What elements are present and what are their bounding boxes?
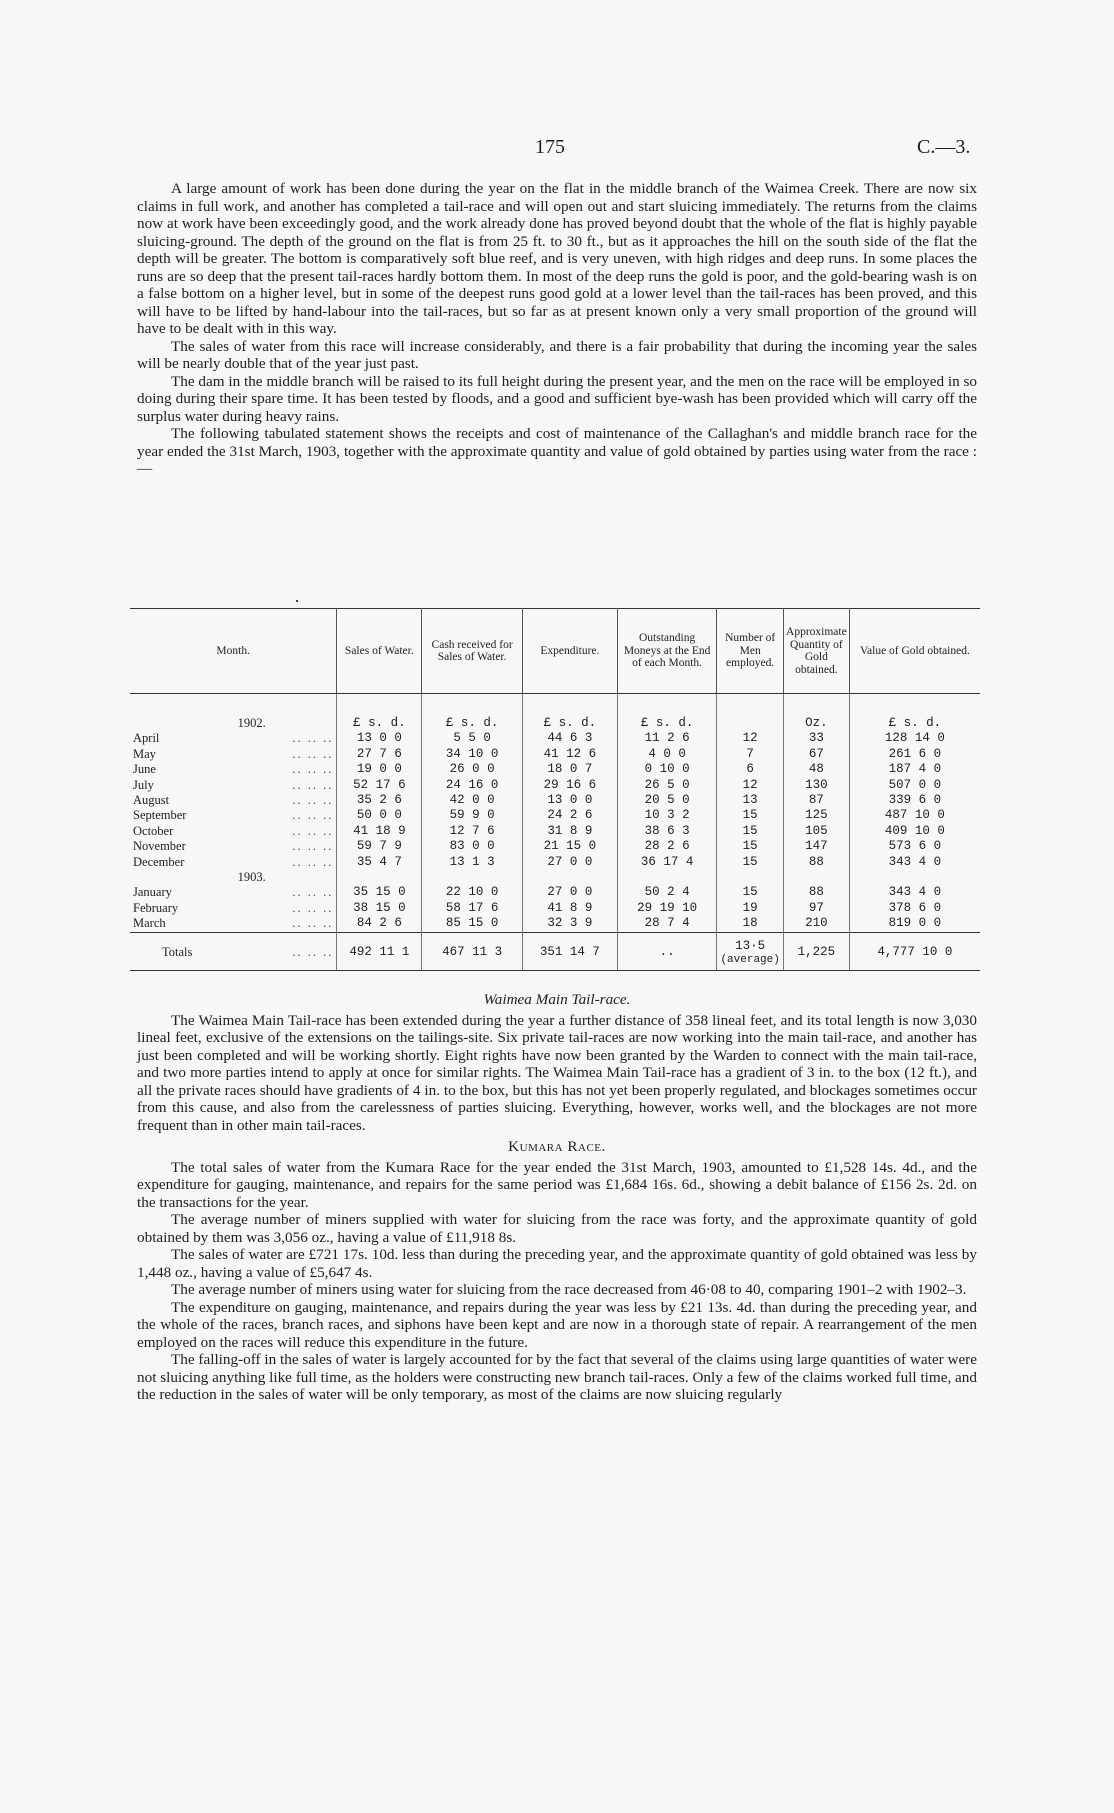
- leader-dots: .. .. ..: [292, 944, 334, 959]
- leader-dots: .. .. ..: [292, 808, 334, 823]
- table-row: [130, 885, 980, 900]
- table-row: [130, 762, 980, 777]
- cell-expenditure: 44 6 3: [522, 731, 617, 746]
- cell-outstanding: 10 3 2: [617, 808, 717, 823]
- cell-men: 15: [717, 808, 783, 823]
- cell-cash: 22 10 0: [422, 885, 523, 900]
- cell-gold-qty: 125: [783, 808, 849, 823]
- leader-dots: .. .. ..: [292, 777, 334, 792]
- table-row: [130, 839, 980, 854]
- cell-sales: 35 2 6: [337, 793, 422, 808]
- unit: £ s. d.: [422, 694, 523, 732]
- paragraph: The Waimea Main Tail-race has been extended during the year a further distance of 358 lineal feet, and its total length is now 3,030 lineal feet, exclusive of the extensions on the tailings-site. Six private tail-races are now working into the main tail-race, and another has just been completed and will be working shortly. Eight rights have now been granted by the Warden to connect with the main tail-race, and two more parties intend to apply at once for similar rights. The Waimea Main Tail-race has a gradient of 3 in. to the box (12 ft.), and all the private races should have gradients of 4 in. to the box, but this has not yet been properly regulated, and blockages sometimes occur from this cause, and also from the carelessness of parties sluicing. Everything, however, works well, and the blockages are not more frequent than in other main tail-races.: [137, 1011, 977, 1134]
- unit: £ s. d.: [522, 694, 617, 732]
- cell-cash: 26 0 0: [422, 762, 523, 777]
- cell-gold-qty: 67: [783, 747, 849, 762]
- cell-outstanding: 38 6 3: [617, 824, 717, 839]
- cell-gold-qty: 210: [783, 916, 849, 932]
- unit: £ s. d.: [888, 716, 942, 730]
- table-row: [130, 778, 980, 793]
- cell-expenditure: 41 12 6: [522, 747, 617, 762]
- cell-sales: 59 7 9: [337, 839, 422, 854]
- total-gold-qty: 1,225: [783, 932, 849, 970]
- cell-sales: 41 18 9: [337, 824, 422, 839]
- cell-sales: 50 0 0: [337, 808, 422, 823]
- header-cash: Cash received for Sales of Water.: [422, 609, 523, 694]
- cell-gold-value: 487 10 0: [884, 808, 945, 823]
- paragraph: The falling-off in the sales of water is largely accounted for by the fact that several of the claims using large quantities of water were not sluicing anything like full time, as the holders were constructing new branch tail-races. Only a few of the claims worked full time, and the reduction in the sales of water will be only temporary, as most of the claims are now sluicing regularly: [137, 1351, 977, 1403]
- year-row: [130, 870, 980, 885]
- cell-outstanding: 36 17 4: [617, 855, 717, 870]
- cell-gold-qty: 147: [783, 839, 849, 854]
- water-sales-table: [130, 608, 980, 971]
- table-row: [130, 808, 980, 823]
- cell-cash: 13 1 3: [422, 855, 523, 870]
- table-row: [130, 793, 980, 808]
- totals-label: Totals: [162, 944, 193, 959]
- cell-sales: 38 15 0: [337, 901, 422, 916]
- cell-sales: 19 0 0: [337, 762, 422, 777]
- cell-men: 13: [717, 793, 783, 808]
- cell-gold-qty: 33: [783, 731, 849, 746]
- month-label: February: [133, 900, 179, 915]
- paragraph: The expenditure on gauging, maintenance, and repairs during the year was less by £21 13s. 4d. than during the preceding year, and the whole of the races, branch races, and siphons have been kept and are now in a thorough state of repair. A rearrangement of the men employed on the races will reduce this expenditure in the future.: [137, 1298, 977, 1351]
- table-header-row: [130, 609, 980, 694]
- table-row: [130, 855, 980, 870]
- cell-cash: 85 15 0: [422, 916, 523, 932]
- cell-men: 6: [717, 762, 783, 777]
- paragraph: The total sales of water from the Kumara Race for the year ended the 31st March, 1903, amounted to £1,528 14s. 4d., and the expenditure for gauging, maintenance, and repairs for the same period was £1,684 16s. 6d., showing a debit balance of £156 2s. 2d. on the transactions for the year.: [137, 1158, 977, 1211]
- unit: £ s. d.: [337, 694, 422, 732]
- month-label: December: [133, 854, 185, 869]
- paragraph: A large amount of work has been done during the year on the flat in the middle branch of the Waimea Creek. There are now six claims in full work, and another has completed a tail-race and will open out and start sluicing immediately. The returns from the claims now at work have been exceedingly good, and the work already done has proved beyond doubt that the whole of the flat is highly payable sluicing-ground. The depth of the ground on the flat is from 25 ft. to 30 ft., but as it approaches the hill on the south side of the flat the depth will be greater. The bottom is comparatively soft blue reef, and is very uneven, with high ridges and deep runs. In some places the runs are so deep that the present tail-races hardly bottom them. In most of the deep runs the gold is poor, and the gold-bearing wash is on a false bottom on a higher level, but in some of the deepest runs good gold at a lower level than the tail-races has been proved, and this will have to be lifted by hand-labour into the tail-races, but so far as at present known only a very small proportion of the ground will have to be dealt with in this way.: [137, 180, 977, 337]
- intro-text: [137, 180, 977, 478]
- cell-cash: 12 7 6: [422, 824, 523, 839]
- month-label: July: [133, 777, 154, 792]
- paragraph: The sales of water are £721 17s. 10d. less than during the preceding year, and the approximate quantity of gold obtained was less by 1,448 oz., having a value of £5,647 4s.: [137, 1246, 977, 1281]
- year-label: 1903.: [130, 870, 337, 885]
- cell-gold-qty: 88: [783, 885, 849, 900]
- leader-dots: .. .. ..: [292, 916, 334, 931]
- section-heading-kumara: Kumara Race.: [508, 1138, 606, 1155]
- cell-outstanding: 26 5 0: [617, 778, 717, 793]
- total-men-note: (average): [720, 954, 780, 967]
- cell-gold-value: 378 6 0: [888, 900, 942, 915]
- cell-men: 19: [717, 901, 783, 916]
- cell-cash: 5 5 0: [422, 731, 523, 746]
- cell-cash: 83 0 0: [422, 839, 523, 854]
- month-label: March: [133, 916, 166, 931]
- table-row: [130, 824, 980, 839]
- cell-gold-qty: 87: [783, 793, 849, 808]
- cell-men: 15: [717, 824, 783, 839]
- total-men-value: 13·5: [735, 938, 766, 953]
- page-number: 175: [535, 136, 565, 158]
- month-label: September: [133, 808, 187, 823]
- cell-expenditure: 27 0 0: [522, 885, 617, 900]
- cell-sales: 27 7 6: [337, 747, 422, 762]
- cell-gold-qty: 97: [783, 901, 849, 916]
- header-outstanding: Outstanding Moneys at the End of each Month.: [617, 609, 717, 694]
- unit: Oz.: [783, 694, 849, 732]
- cell-outstanding: 29 19 10: [617, 901, 717, 916]
- cell-outstanding: 20 5 0: [617, 793, 717, 808]
- cell-gold-value: 819 0 0: [888, 916, 942, 931]
- cell-expenditure: 31 8 9: [522, 824, 617, 839]
- month-label: October: [133, 823, 174, 838]
- cell-gold-value: 261 6 0: [888, 746, 942, 761]
- cell-outstanding: 11 2 6: [617, 731, 717, 746]
- total-gold-value: 4,777 10 0: [849, 932, 980, 970]
- total-outstanding: ..: [617, 932, 717, 970]
- leader-dots: .. .. ..: [292, 900, 334, 915]
- cell-expenditure: 32 3 9: [522, 916, 617, 932]
- cell-men: 15: [717, 839, 783, 854]
- print-mark: [296, 600, 298, 602]
- cell-men: 15: [717, 885, 783, 900]
- paragraph: The following tabulated statement shows the receipts and cost of maintenance of the Callaghan's and middle branch race for the year ended the 31st March, 1903, together with the approximate quantity and value of gold obtained by parties using water from the race :—: [137, 425, 977, 477]
- cell-gold-value: 187 4 0: [888, 762, 942, 777]
- month-label: January: [133, 885, 172, 900]
- month-label: April: [133, 731, 160, 746]
- leader-dots: .. .. ..: [292, 823, 334, 838]
- cell-cash: 34 10 0: [422, 747, 523, 762]
- total-cash: 467 11 3: [422, 932, 523, 970]
- cell-expenditure: 41 8 9: [522, 901, 617, 916]
- cell-men: 12: [717, 731, 783, 746]
- section-heading-tailrace: Waimea Main Tail-race.: [483, 991, 631, 1008]
- month-label: November: [133, 839, 186, 854]
- cell-men: 7: [717, 747, 783, 762]
- leader-dots: .. .. ..: [292, 746, 334, 761]
- totals-row: [130, 932, 980, 970]
- leader-dots: .. .. ..: [292, 839, 334, 854]
- cell-expenditure: 18 0 7: [522, 762, 617, 777]
- cell-gold-qty: 105: [783, 824, 849, 839]
- leader-dots: .. .. ..: [292, 885, 334, 900]
- table-row: [130, 916, 980, 932]
- header-gold-qty: Approximate Quantity of Gold obtained.: [783, 609, 849, 694]
- lower-text: [137, 987, 977, 1404]
- leader-dots: .. .. ..: [292, 793, 334, 808]
- month-label: June: [133, 762, 156, 777]
- cell-sales: 84 2 6: [337, 916, 422, 932]
- cell-outstanding: 50 2 4: [617, 885, 717, 900]
- cell-outstanding: 28 2 6: [617, 839, 717, 854]
- cell-men: 12: [717, 778, 783, 793]
- table-row: [130, 747, 980, 762]
- cell-expenditure: 13 0 0: [522, 793, 617, 808]
- cell-gold-value: 128 14 0: [884, 731, 945, 746]
- cell-outstanding: 0 10 0: [617, 762, 717, 777]
- cell-outstanding: 4 0 0: [617, 747, 717, 762]
- total-expenditure: 351 14 7: [522, 932, 617, 970]
- units-row: [130, 694, 980, 732]
- leader-dots: .. .. ..: [292, 762, 334, 777]
- cell-gold-value: 339 6 0: [888, 793, 942, 808]
- header-gold-value: Value of Gold obtained.: [849, 609, 980, 694]
- cell-cash: 58 17 6: [422, 901, 523, 916]
- cell-gold-qty: 88: [783, 855, 849, 870]
- cell-gold-qty: 130: [783, 778, 849, 793]
- cell-expenditure: 29 16 6: [522, 778, 617, 793]
- month-label: May: [133, 746, 156, 761]
- cell-men: 18: [717, 916, 783, 932]
- cell-outstanding: 28 7 4: [617, 916, 717, 932]
- paragraph: The average number of miners using water for sluicing from the race decreased from 46·08 to 40, comparing 1901–2 with 1902–3.: [171, 1281, 967, 1298]
- paragraph: The dam in the middle branch will be raised to its full height during the present year, and the men on the race will be employed in so doing during their spare time. It has been tested by floods, and a good and sufficient bye-wash has been provided which will carry off the surplus water during heavy rains.: [137, 372, 977, 425]
- cell-sales: 35 15 0: [337, 885, 422, 900]
- header-month: Month.: [130, 609, 337, 694]
- header-sales: Sales of Water.: [337, 609, 422, 694]
- cell-sales: 13 0 0: [337, 731, 422, 746]
- cell-cash: 59 9 0: [422, 808, 523, 823]
- page-header: [0, 136, 1114, 162]
- cell-expenditure: 24 2 6: [522, 808, 617, 823]
- total-men: [717, 932, 783, 970]
- cell-sales: 52 17 6: [337, 778, 422, 793]
- month-label: August: [133, 793, 170, 808]
- cell-cash: 24 16 0: [422, 778, 523, 793]
- cell-gold-value: 343 4 0: [888, 885, 942, 900]
- cell-cash: 42 0 0: [422, 793, 523, 808]
- cell-gold-value: 507 0 0: [888, 777, 942, 792]
- unit: £ s. d.: [617, 694, 717, 732]
- total-sales: 492 11 1: [337, 932, 422, 970]
- table-row: [130, 901, 980, 916]
- document-reference: C.—3.: [917, 136, 971, 158]
- cell-sales: 35 4 7: [337, 855, 422, 870]
- cell-gold-value: 409 10 0: [884, 823, 945, 838]
- cell-gold-value: 343 4 0: [888, 854, 942, 869]
- header-expenditure: Expenditure.: [522, 609, 617, 694]
- cell-gold-value: 573 6 0: [888, 839, 942, 854]
- cell-men: 15: [717, 855, 783, 870]
- paragraph: The average number of miners supplied with water for sluicing from the race was forty, and the approximate quantity of gold obtained by them was 3,056 oz., having a value of £11,918 8s.: [137, 1211, 977, 1246]
- leader-dots: .. .. ..: [292, 731, 334, 746]
- cell-expenditure: 27 0 0: [522, 855, 617, 870]
- cell-gold-qty: 48: [783, 762, 849, 777]
- cell-expenditure: 21 15 0: [522, 839, 617, 854]
- leader-dots: .. .. ..: [292, 854, 334, 869]
- table-row: [130, 731, 980, 746]
- year-label: 1902.: [130, 694, 337, 732]
- paragraph: The sales of water from this race will increase considerably, and there is a fair probability that during the incoming year the sales will be nearly double that of the year just past.: [137, 337, 977, 372]
- header-men: Number of Men employed.: [717, 609, 783, 694]
